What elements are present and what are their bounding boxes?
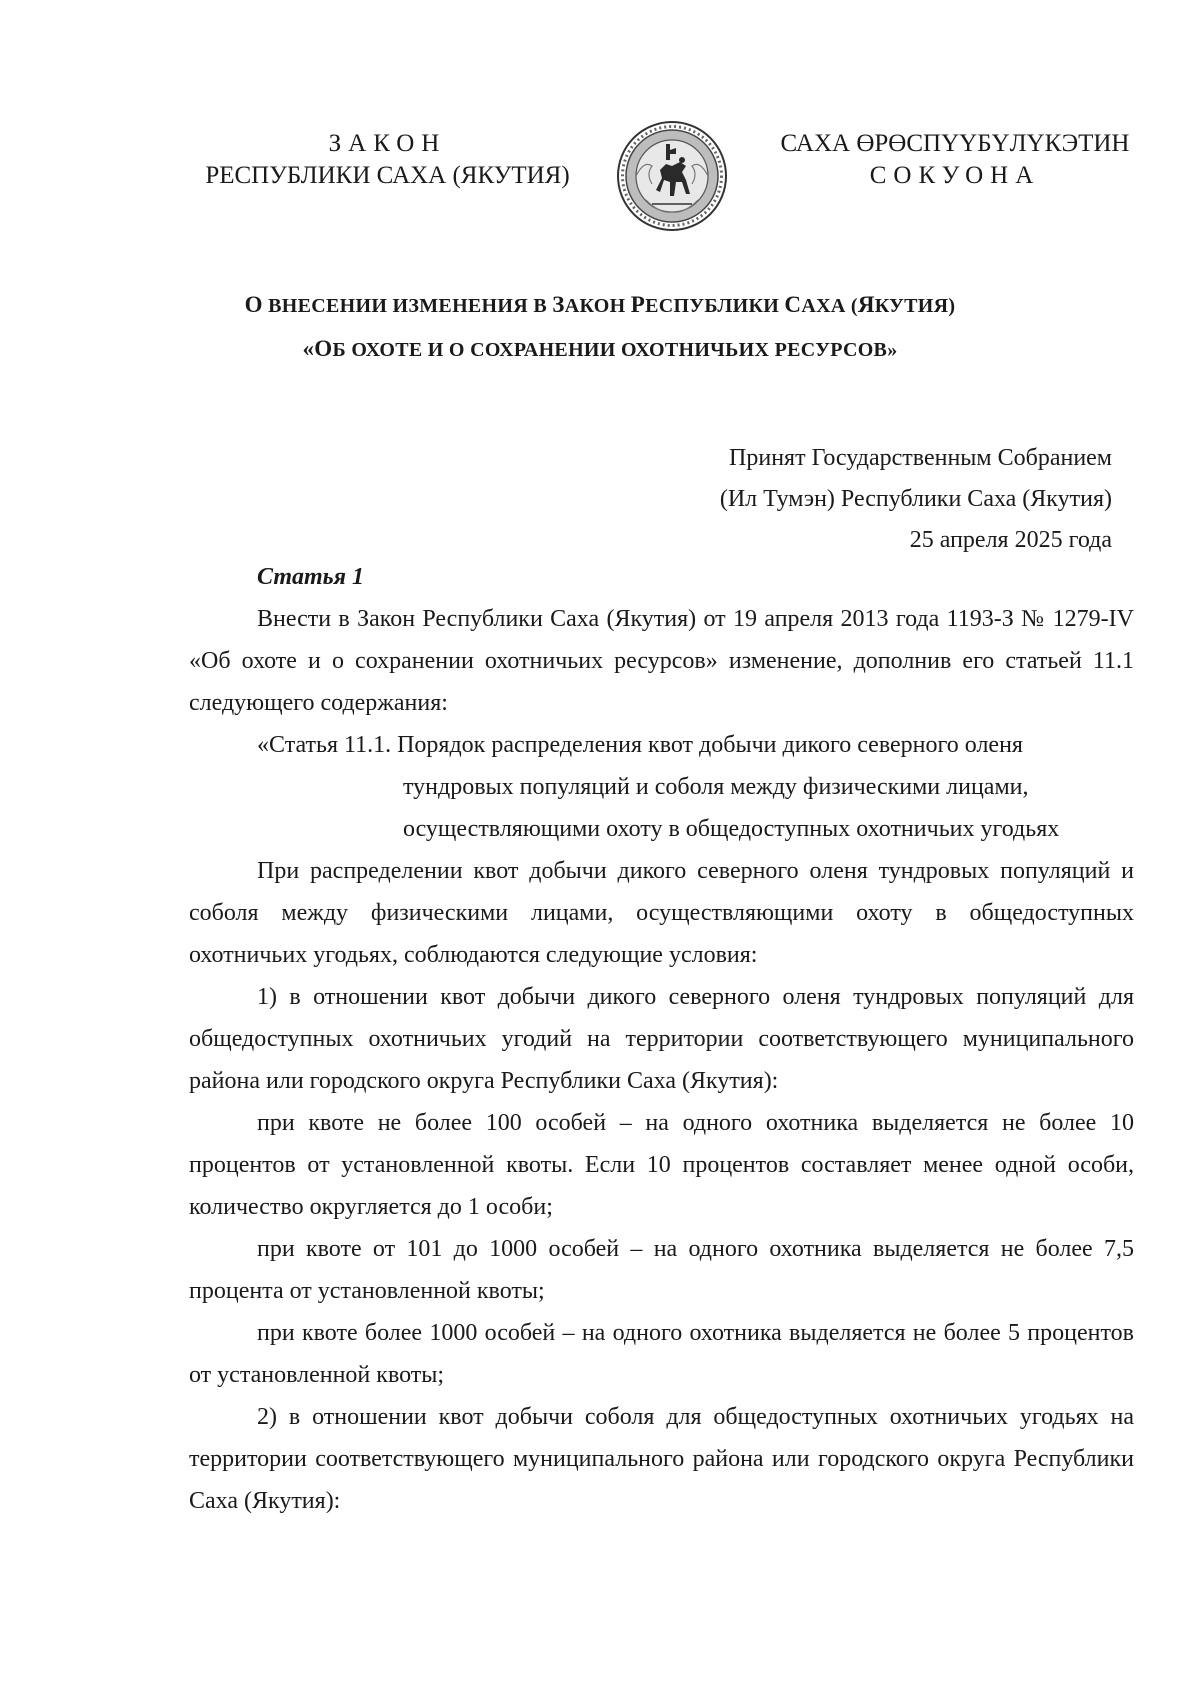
header-left-title: ЗАКОН — [328, 130, 447, 157]
adoption-date: 25 апреля 2025 года — [909, 527, 1112, 553]
article-paragraph-6: при квоте более 1000 особей – на одного охотника выделяется не более 5 процентов от установленной квоты; — [189, 1320, 1134, 1388]
coat-of-arms-emblem-icon — [616, 120, 728, 232]
header-left — [190, 128, 585, 192]
article-paragraph-1: Внести в Закон Республики Саха (Якутия) от 19 апреля 2013 года 1193-З № 1279-IV «Об охоте и о сохранении охотничьих ресурсов» изменение, дополнив его статьей 11.1 следующего содержания: — [189, 606, 1134, 716]
new-article-title-line-3: осуществляющими охоту в общедоступных охотничьих угодьях — [403, 816, 1060, 842]
article-paragraph-7: 2) в отношении квот добычи соболя для общедоступных охотничьих угодьях на территории соответствующего муниципального района или городского округа Республики Саха (Якутия): — [189, 1404, 1134, 1514]
adoption-line-1: Принят Государственным Собранием — [729, 445, 1112, 471]
new-article-title-line-2: тундровых популяций и соболя между физическими лицами, — [403, 774, 1029, 800]
article-paragraph-2: При распределении квот добычи дикого северного оленя тундровых популяций и соболя между физическими лицами, осуществляющими охоту в общедоступных охотничьих угодьях, соблюдаются следующие условия: — [189, 858, 1134, 968]
new-article-title-line-1: «Статья 11.1. Порядок распределения квот добычи дикого северного оленя — [257, 732, 1023, 758]
law-title-line-2: «ОБ ОХОТЕ И О СОХРАНЕНИИ ОХОТНИЧЬИХ РЕСУРСОВ» — [302, 336, 898, 361]
new-article-title — [189, 724, 1134, 850]
article-paragraph-5: при квоте от 101 до 1000 особей – на одного охотника выделяется не более 7,5 процента от установленной квоты; — [189, 1236, 1134, 1304]
header-left-subtitle: РЕСПУБЛИКИ САХА (ЯКУТИЯ) — [205, 162, 570, 189]
adoption-line-2: (Ил Тумэн) Республики Саха (Якутия) — [719, 486, 1112, 512]
law-title-line-1: О ВНЕСЕНИИ ИЗМЕНЕНИЯ В ЗАКОН РЕСПУБЛИКИ САХА (ЯКУТИЯ) — [244, 292, 956, 317]
header-right-title: САХА ӨРӨСПҮҮБҮЛҮКЭТИН — [780, 130, 1130, 157]
article-heading: Статья 1 — [257, 564, 365, 590]
header-right-subtitle: СОКУОНА — [869, 162, 1041, 189]
article-paragraph-4: при квоте не более 100 особей – на одного охотника выделяется не более 10 процентов от установленной квоты. Если 10 процентов составляет менее одной особи, количество округляется до 1 особи; — [189, 1110, 1134, 1220]
article-body — [189, 556, 1134, 1522]
header-right — [775, 128, 1135, 192]
article-paragraph-3: 1) в отношении квот добычи дикого северного оленя тундровых популяций для общедоступных охотничьих угодий на территории соответствующего муниципального района или городского округа Республики Саха (Якутия): — [189, 984, 1134, 1094]
adoption-note — [720, 438, 1112, 561]
